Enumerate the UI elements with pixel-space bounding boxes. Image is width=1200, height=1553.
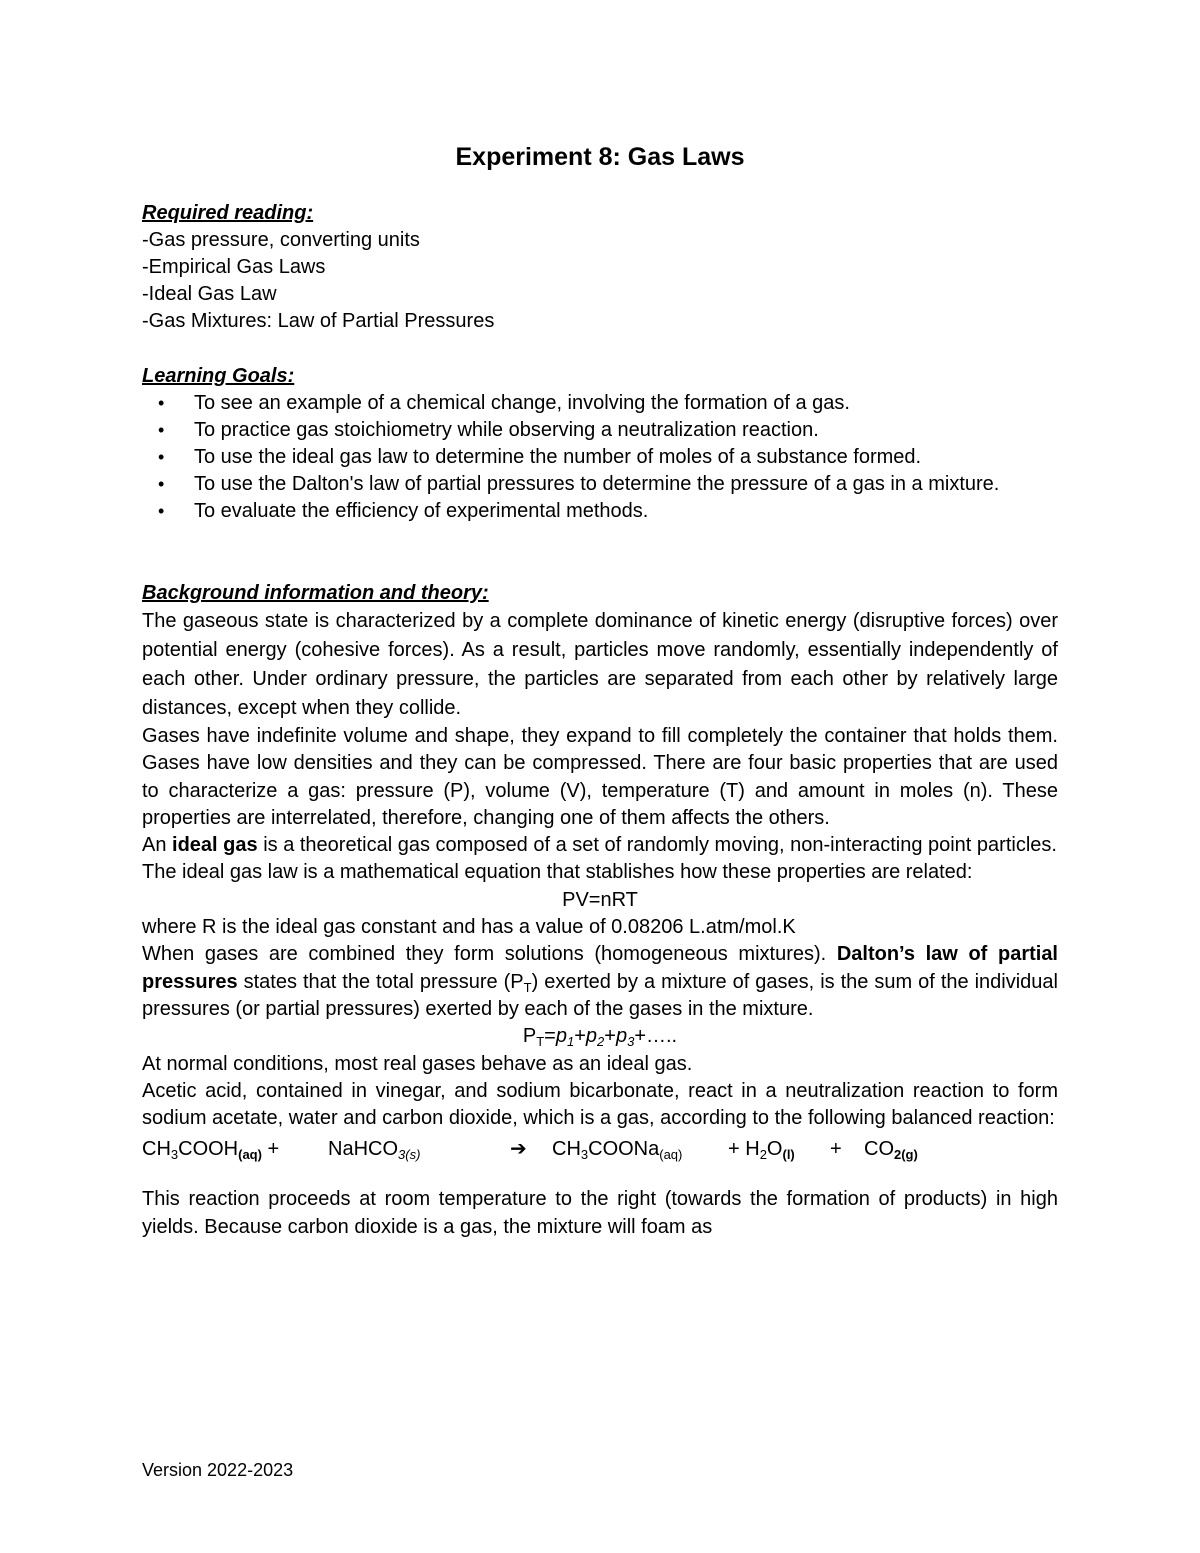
ideal-gas-equation: PV=nRT	[562, 888, 638, 911]
bullet-icon: •	[158, 474, 165, 494]
background-heading: Background information and theory:	[142, 582, 489, 604]
paragraph: where R is the ideal gas constant and has a value of 0.08206 L.atm/mol.K	[142, 916, 796, 939]
bullet-icon: •	[158, 447, 165, 467]
background-section	[142, 580, 1058, 1241]
paragraph: An ideal gas is a theoretical gas composed of a set of randomly moving, non-interacting point particles.	[142, 834, 1057, 857]
plus-sign: +	[830, 1138, 842, 1161]
product-carbon-dioxide: $CO_{2(g)}$	[864, 1138, 918, 1163]
paragraph: When gases are combined they form solutions (homogeneous mixtures). Dalton’s law of partial pressures states that the total pressure $(P_T)$ exerted by a mixture of gases, is the sum of the individual pressures (or partial pressures) exerted by each of the gases in the mixture.	[142, 943, 1058, 1020]
learning-goals-section	[142, 363, 1058, 525]
reading-item: -Gas pressure, converting units	[142, 229, 420, 251]
product-sodium-acetate: $CH_3COONa_{(aq)}$	[552, 1138, 683, 1163]
bullet-icon: •	[158, 501, 165, 521]
paragraph: Acetic acid, contained in vinegar, and sodium bicarbonate, react in a neutralization reaction to form sodium acetate, water and carbon dioxide, which is a gas, according to the following balanced reaction:	[142, 1079, 1058, 1130]
chemical-reaction	[142, 1132, 1058, 1166]
paragraph: This reaction proceeds at room temperature to the right (towards the formation of products) in high yields. Because carbon dioxide is a gas, the mixture will foam as	[142, 1188, 1058, 1238]
paragraph: At normal conditions, most real gases behave as an ideal gas.	[142, 1052, 693, 1075]
reading-item: -Empirical Gas Laws	[142, 256, 326, 278]
required-reading-heading: Required reading:	[142, 202, 314, 224]
reactant-acetic-acid: $CH_3COOH_{(aq)}$ +	[142, 1138, 280, 1163]
learning-goals-list	[142, 390, 1058, 525]
list-item: • To see an example of a chemical change, involving the formation of a gas.	[142, 390, 1058, 417]
list-item: • To evaluate the efficiency of experimental methods.	[142, 498, 1058, 525]
reading-item: -Ideal Gas Law	[142, 283, 277, 305]
list-item: • To use the ideal gas law to determine the number of moles of a substance formed.	[142, 444, 1058, 471]
bullet-icon: •	[158, 393, 165, 413]
ideal-gas-term: ideal gas	[172, 834, 258, 857]
paragraph: The gaseous state is characterized by a complete dominance of kinetic energy (disruptive forces) over potential energy (cohesive forces). As a result, particles move randomly, essentially independently of each other. Under ordinary pressure, the particles are separated from each other by relatively large distances, except when they collide.	[142, 610, 1058, 719]
page-title: Experiment 8: Gas Laws	[455, 143, 745, 171]
bullet-icon: •	[158, 420, 165, 440]
required-reading-section	[142, 200, 1058, 335]
arrow-icon: ➔	[510, 1138, 527, 1161]
product-water: + $H_2O_{(l)}$	[728, 1138, 795, 1163]
paragraph: Gases have indefinite volume and shape, they expand to fill completely the container that holds them. Gases have low densities and they can be compressed. There are four basic properties that are used to characterize a gas: pressure (P), volume (V), temperature (T) and amount in moles (n). These properties are interrelated, therefore, changing one of them affects the others.	[142, 725, 1058, 829]
daltons-law-term: Dalton’s law of partial pressures	[142, 943, 1058, 993]
paragraph: The ideal gas law is a mathematical equation that stablishes how these properties are related:	[142, 861, 973, 884]
reactant-sodium-bicarbonate: NaHCO$_{3(s)}$	[328, 1138, 421, 1163]
list-item: • To use the Dalton's law of partial pressures to determine the pressure of a gas in a mixture.	[142, 471, 1058, 498]
reading-item: -Gas Mixtures: Law of Partial Pressures	[142, 310, 495, 332]
partial-pressure-equation: $P_T=p_1+p_2+p_3+\dots$..	[522, 1025, 678, 1050]
version-footer: Version 2022-2023	[142, 1460, 294, 1480]
list-item: • To practice gas stoichiometry while observing a neutralization reaction.	[142, 417, 1058, 444]
learning-goals-heading: Learning Goals:	[142, 365, 295, 387]
